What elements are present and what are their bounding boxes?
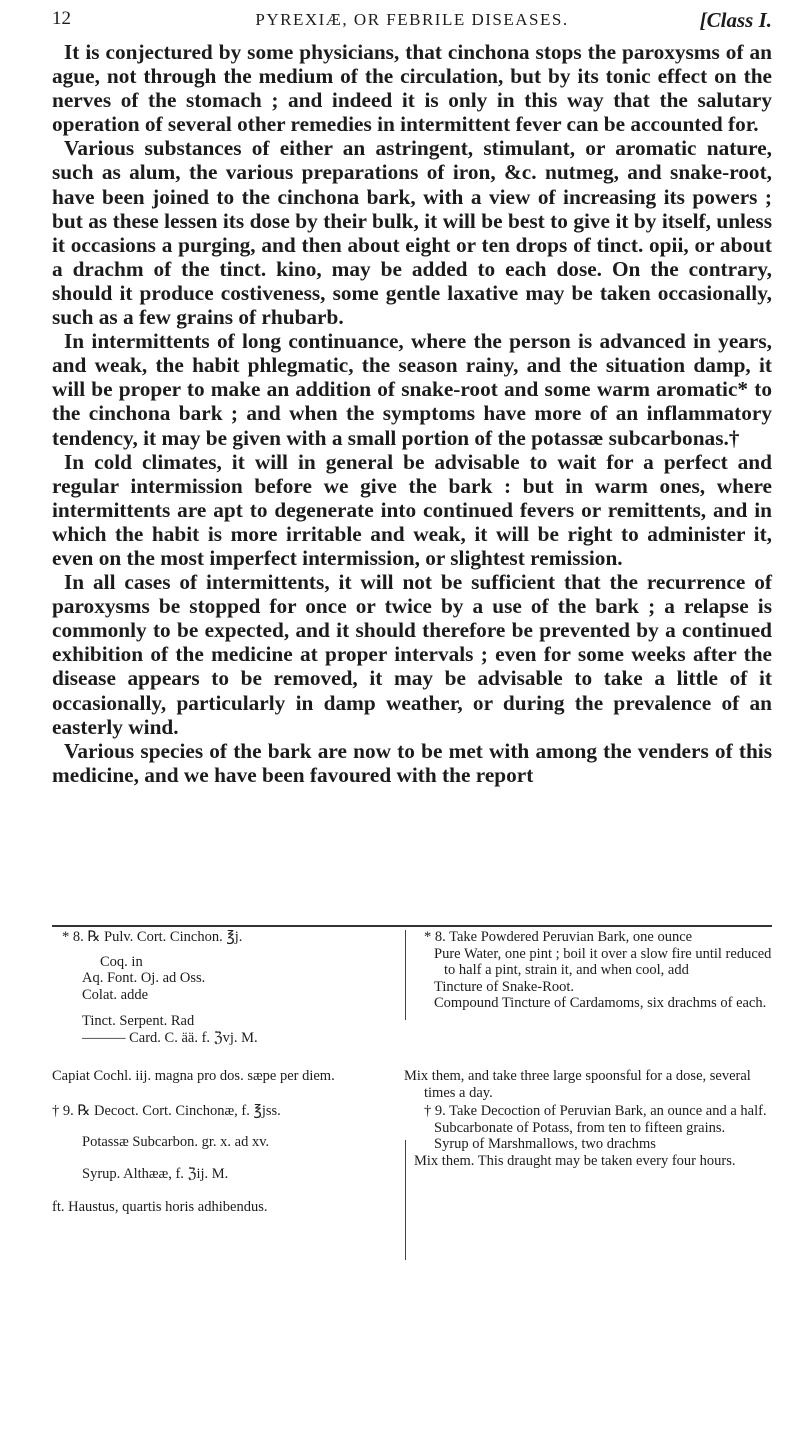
latin-line: ft. Haustus, quartis horis adhibendus. xyxy=(52,1198,268,1215)
paragraph: It is conjectured by some physicians, that cinchona stops the paroxysms of an ague, not through the medium of the circulation, but by its tonic effect on the nerves of the stomach ; and indeed it is only in this way that the salutary operation of several other remedies in intermittent fever can be accounted for. xyxy=(52,40,772,137)
latin-line: Aq. Font. Oj. ad Oss. xyxy=(82,970,206,987)
latin-line: Coq. in xyxy=(100,953,143,970)
footnote-8-latin xyxy=(52,929,402,1047)
footnote-8-english-dose: Mix them, and take three large spoonsful for a dose, several times a day. xyxy=(404,1068,751,1101)
english-line: Tincture of Snake-Root. xyxy=(434,978,575,995)
latin-line: Potassæ Subcarbon. gr. x. ad xv. xyxy=(82,1133,270,1150)
latin-line: Colat. adde xyxy=(82,986,149,1003)
paragraph: In all cases of intermittents, it will not be sufficient that the recurrence of paroxysms be stopped for once or twice by a use of the bark ; a relapse is commonly to be expected, and it should therefore be prevented by a continued exhibition of the medicine at proper intervals ; even for some weeks after the disease appears to be removed, it may be advisable to take a little of it occasionally, particularly in damp weather, or during the prevalence of an easterly wind. xyxy=(52,570,772,739)
latin-line: * 8. ℞ Pulv. Cort. Cinchon. ℥j. xyxy=(62,929,243,945)
column-divider xyxy=(405,1140,406,1260)
paragraph: In intermittents of long continuance, where the person is advanced in years, and weak, the habit phlegmatic, the season rainy, and the situation damp, it will be proper to make an addition of snake-root and some warm aromatic* to the cinchona bark ; and when the symptoms have more of an inflammatory tendency, it may be given with a small portion of the potassæ subcarbonas.† xyxy=(52,329,772,450)
paragraph: Various substances of either an astringent, stimulant, or aromatic nature, such as alum, the various preparations of iron, &c. nutmeg, and snake-root, have been joined to the cinchona bark, with a view of increasing its powers ; but as these lessen its dose by their bulk, it will be best to give it by itself, unless it occasions a purging, and then about eight or ten drops of tinct. opii, or about a drachm of the tinct. kino, may be added to each dose. On the contrary, should it produce costiveness, some gentle laxative may be taken occasionally, such as a few grains of rhubarb. xyxy=(52,136,772,330)
latin-line: Tinct. Serpent. Rad xyxy=(82,1013,195,1030)
english-line: Subcarbonate of Potass, from ten to fifteen grains. xyxy=(434,1119,726,1136)
paragraph: In cold climates, it will in general be advisable to wait for a perfect and regular intermission before we give the bark : but in warm ones, where intermittents are apt to degenerate into continued fevers or remittents, and in which the habit is more irritable and weak, it will be right to administer it, even on the most imperfect intermission, or slightest remission. xyxy=(52,449,772,570)
latin-line: Syrup. Althææ, f. ℨij. M. xyxy=(82,1166,229,1183)
footnote-8-english xyxy=(414,929,772,1012)
english-line: † 9. Take Decoction of Peruvian Bark, an ounce and a half. xyxy=(424,1103,767,1119)
running-header xyxy=(52,8,772,40)
column-divider xyxy=(405,930,406,1020)
latin-line: † 9. ℞ Decoct. Cort. Cinchonæ, f. ℥jss. xyxy=(52,1103,281,1119)
latin-line: ——— Card. C. ää. f. ℨvj. M. xyxy=(82,1029,258,1046)
footnote-9-english xyxy=(414,1103,772,1169)
english-line: Syrup of Marshmallows, two drachms xyxy=(434,1136,656,1153)
english-line: Mix them. This draught may be taken every four hours. xyxy=(414,1152,736,1169)
footnote-rule xyxy=(52,925,772,927)
body-text xyxy=(52,40,772,787)
footnote-8-latin-dose: Capiat Cochl. iij. magna pro dos. sæpe per diem. xyxy=(52,1068,335,1084)
footnote-9-latin xyxy=(52,1103,402,1215)
english-line: * 8. Take Powdered Peruvian Bark, one ounce xyxy=(424,929,693,945)
page-number: 12 xyxy=(52,8,71,29)
english-line: Pure Water, one pint ; boil it over a slow fire until reduced to half a pint, strain it, and when cool, add xyxy=(434,945,772,979)
running-title: PYREXIÆ, OR FEBRILE DISEASES. xyxy=(255,10,569,29)
class-label: [Class I. xyxy=(699,8,772,32)
english-line: Compound Tincture of Cardamoms, six drachms of each. xyxy=(434,995,767,1012)
paragraph: Various species of the bark are now to be met with among the venders of this medicine, and we have been favoured with the report xyxy=(52,738,772,787)
